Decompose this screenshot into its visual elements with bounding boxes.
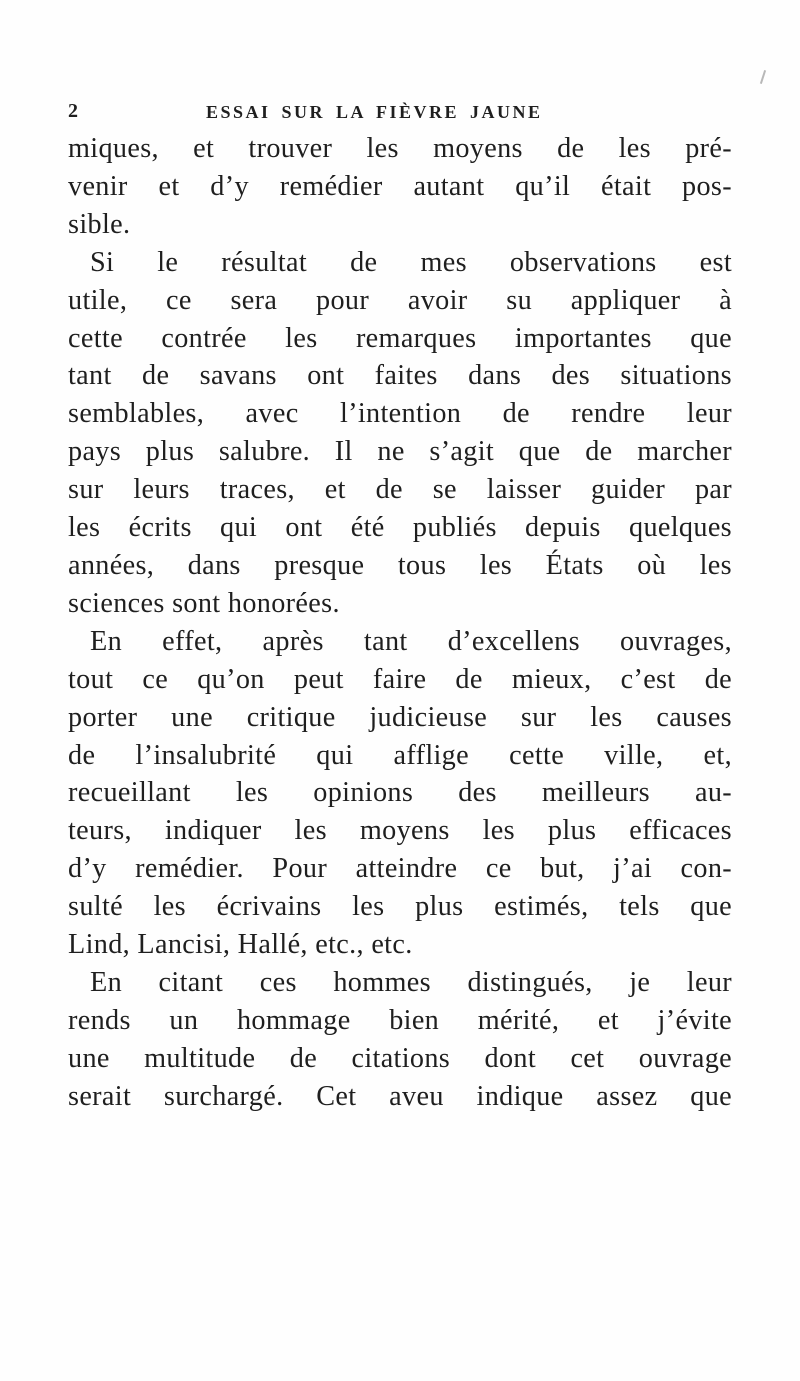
text-line: Lind, Lancisi, Hallé, etc., etc. xyxy=(68,929,413,961)
text-line: sur leurs traces, et de se laisser guider par xyxy=(68,474,732,506)
body-text xyxy=(68,130,732,1116)
text-line: porter une critique judicieuse sur les causes xyxy=(68,701,732,733)
text-line: cette contrée les remarques importantes que xyxy=(68,322,732,354)
text-line: les écrits qui ont été publiés depuis quelques xyxy=(68,512,732,544)
text-line: sible. xyxy=(68,208,131,240)
text-line: teurs, indiquer les moyens les plus efficaces xyxy=(68,815,732,847)
paragraph-start-line: Si le résultat de mes observations est xyxy=(90,246,732,278)
text-line: sulté les écrivains les plus estimés, tels que xyxy=(68,891,732,923)
running-title: ESSAI SUR LA FIÈVRE JAUNE xyxy=(206,102,543,122)
text-line: d’y remédier. Pour atteindre ce but, j’ai con- xyxy=(68,853,732,885)
text-line: miques, et trouver les moyens de les pré- xyxy=(68,133,732,164)
text-line: une multitude de citations dont cet ouvrage xyxy=(68,1042,732,1074)
text-line: tout ce qu’on peut faire de mieux, c’est de xyxy=(68,663,732,695)
text-line: serait surchargé. Cet aveu indique assez que xyxy=(68,1080,732,1112)
paragraph-start-line: En effet, après tant d’excellens ouvrages, xyxy=(90,625,732,657)
margin-mark xyxy=(760,70,766,84)
running-head xyxy=(68,100,732,126)
text-line: pays plus salubre. Il ne s’agit que de marcher xyxy=(68,436,732,468)
text-line: sciences sont honorées. xyxy=(68,587,340,619)
text-line: utile, ce sera pour avoir su appliquer à xyxy=(68,284,732,316)
text-line: années, dans presque tous les États où les xyxy=(68,549,732,581)
text-line: venir et d’y remédier autant qu’il était pos- xyxy=(68,170,732,202)
text-line: rends un hommage bien mérité, et j’évite xyxy=(68,1004,732,1036)
paragraph-start-line: En citant ces hommes distingués, je leur xyxy=(90,966,732,998)
text-line: recueillant les opinions des meilleurs au- xyxy=(68,777,732,809)
text-line: tant de savans ont faites dans des situations xyxy=(68,360,732,392)
page-number: 2 xyxy=(68,100,79,122)
text-line: de l’insalubrité qui afflige cette ville, et, xyxy=(68,739,732,771)
text-line: semblables, avec l’intention de rendre leur xyxy=(68,398,732,430)
